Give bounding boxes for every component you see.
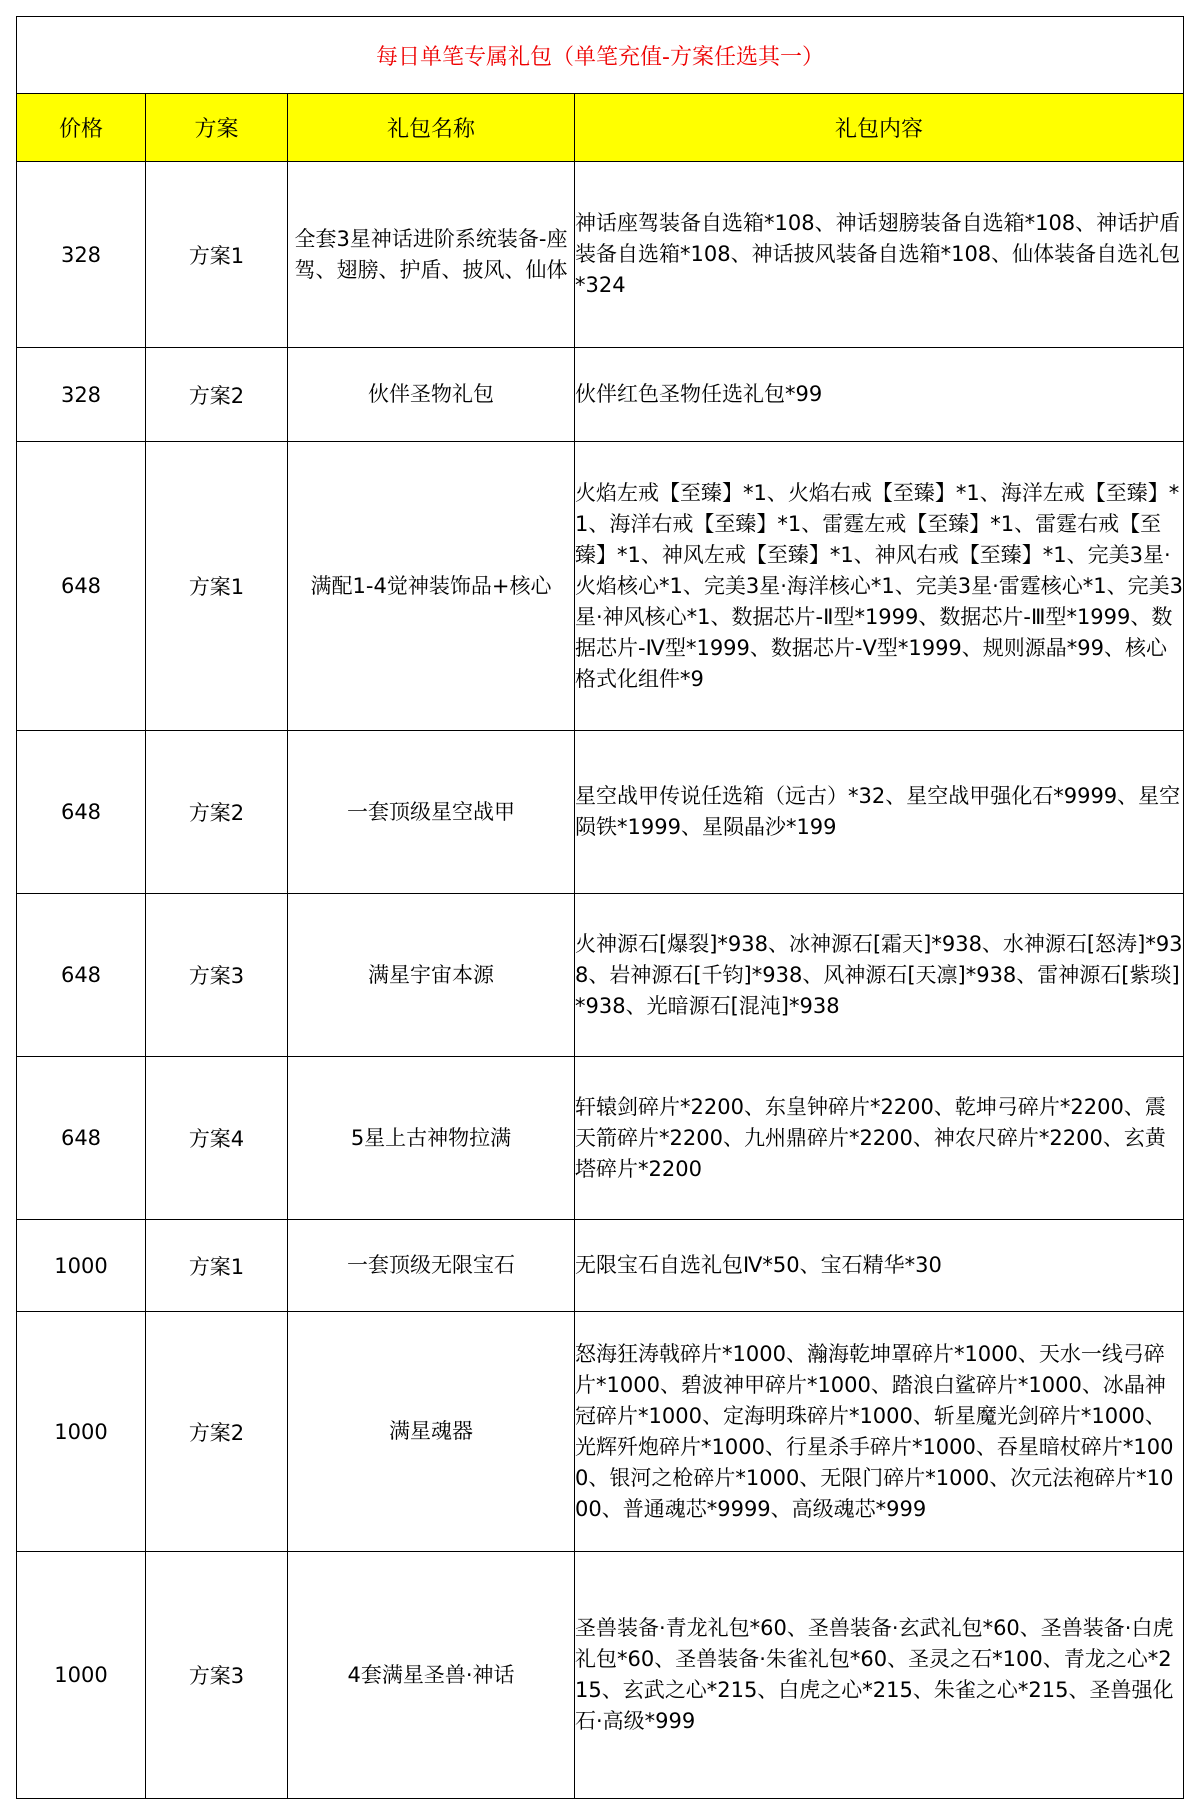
pack-name-cell: 满星魂器: [288, 1312, 575, 1552]
price-cell: 648: [17, 731, 146, 894]
table-row: [17, 1057, 1184, 1220]
pack-name-cell: 一套顶级无限宝石: [288, 1220, 575, 1312]
table-title: 每日单笔专属礼包（单笔充值-方案任选其一）: [17, 17, 1184, 94]
price-cell: 1000: [17, 1552, 146, 1799]
table-row: [17, 1552, 1184, 1799]
pack-name-cell: 一套顶级星空战甲: [288, 731, 575, 894]
title-row: [17, 17, 1184, 94]
table-row: [17, 1312, 1184, 1552]
plan-cell: 方案1: [146, 442, 288, 731]
pack-content-cell: 火神源石[爆裂]*938、冰神源石[霜天]*938、水神源石[怒涛]*938、岩神源石[千钧]*938、风神源石[天凛]*938、雷神源石[紫琰]*938、光暗源石[混沌]*938: [575, 894, 1184, 1057]
pack-content-cell: 无限宝石自选礼包Ⅳ*50、宝石精华*30: [575, 1220, 1184, 1312]
header-price: 价格: [17, 94, 146, 162]
pack-content-cell: 伙伴红色圣物任选礼包*99: [575, 348, 1184, 442]
pack-content-cell: 星空战甲传说任选箱（远古）*32、星空战甲强化石*9999、星空陨铁*1999、星陨晶沙*199: [575, 731, 1184, 894]
header-name: 礼包名称: [288, 94, 575, 162]
price-cell: 648: [17, 894, 146, 1057]
price-cell: 648: [17, 442, 146, 731]
table-row: [17, 731, 1184, 894]
pack-content-cell: 神话座驾装备自选箱*108、神话翅膀装备自选箱*108、神话护盾装备自选箱*108、神话披风装备自选箱*108、仙体装备自选礼包*324: [575, 162, 1184, 348]
table-row: [17, 162, 1184, 348]
plan-cell: 方案4: [146, 1057, 288, 1220]
price-cell: 328: [17, 348, 146, 442]
plan-cell: 方案2: [146, 348, 288, 442]
gift-pack-table: [16, 16, 1184, 1799]
plan-cell: 方案3: [146, 1552, 288, 1799]
pack-name-cell: 伙伴圣物礼包: [288, 348, 575, 442]
plan-cell: 方案1: [146, 1220, 288, 1312]
pack-name-cell: 4套满星圣兽·神话: [288, 1552, 575, 1799]
plan-cell: 方案3: [146, 894, 288, 1057]
header-content: 礼包内容: [575, 94, 1184, 162]
pack-name-cell: 全套3星神话进阶系统装备-座驾、翅膀、护盾、披风、仙体: [288, 162, 575, 348]
pack-name-cell: 满配1-4觉神装饰品+核心: [288, 442, 575, 731]
pack-content-cell: 轩辕剑碎片*2200、东皇钟碎片*2200、乾坤弓碎片*2200、震天箭碎片*2200、九州鼎碎片*2200、神农尺碎片*2200、玄黄塔碎片*2200: [575, 1057, 1184, 1220]
header-row: [17, 94, 1184, 162]
header-plan: 方案: [146, 94, 288, 162]
pack-content-cell: 圣兽装备·青龙礼包*60、圣兽装备·玄武礼包*60、圣兽装备·白虎礼包*60、圣兽装备·朱雀礼包*60、圣灵之石*100、青龙之心*215、玄武之心*215、白虎之心*215、朱雀之心*215、圣兽强化石·高级*999: [575, 1552, 1184, 1799]
pack-content-cell: 火焰左戒【至臻】*1、火焰右戒【至臻】*1、海洋左戒【至臻】*1、海洋右戒【至臻】*1、雷霆左戒【至臻】*1、雷霆右戒【至臻】*1、神风左戒【至臻】*1、神风右戒【至臻】*1、完美3星·火焰核心*1、完美3星·海洋核心*1、完美3星·雷霆核心*1、完美3星·神风核心*1、数据芯片-Ⅱ型*1999、数据芯片-Ⅲ型*1999、数据芯片-Ⅳ型*1999、数据芯片-Ⅴ型*1999、规则源晶*99、核心格式化组件*9: [575, 442, 1184, 731]
table-row: [17, 894, 1184, 1057]
price-cell: 648: [17, 1057, 146, 1220]
pack-name-cell: 5星上古神物拉满: [288, 1057, 575, 1220]
plan-cell: 方案2: [146, 731, 288, 894]
price-cell: 1000: [17, 1312, 146, 1552]
price-cell: 1000: [17, 1220, 146, 1312]
table-row: [17, 442, 1184, 731]
plan-cell: 方案2: [146, 1312, 288, 1552]
plan-cell: 方案1: [146, 162, 288, 348]
pack-content-cell: 怒海狂涛戟碎片*1000、瀚海乾坤罩碎片*1000、天水一线弓碎片*1000、碧波神甲碎片*1000、踏浪白鲨碎片*1000、冰晶神冠碎片*1000、定海明珠碎片*1000、斩星魔光剑碎片*1000、光辉歼炮碎片*1000、行星杀手碎片*1000、吞星暗杖碎片*1000、银河之枪碎片*1000、无限门碎片*1000、次元法袍碎片*1000、普通魂芯*9999、高级魂芯*999: [575, 1312, 1184, 1552]
pack-name-cell: 满星宇宙本源: [288, 894, 575, 1057]
table-row: [17, 348, 1184, 442]
table-row: [17, 1220, 1184, 1312]
price-cell: 328: [17, 162, 146, 348]
